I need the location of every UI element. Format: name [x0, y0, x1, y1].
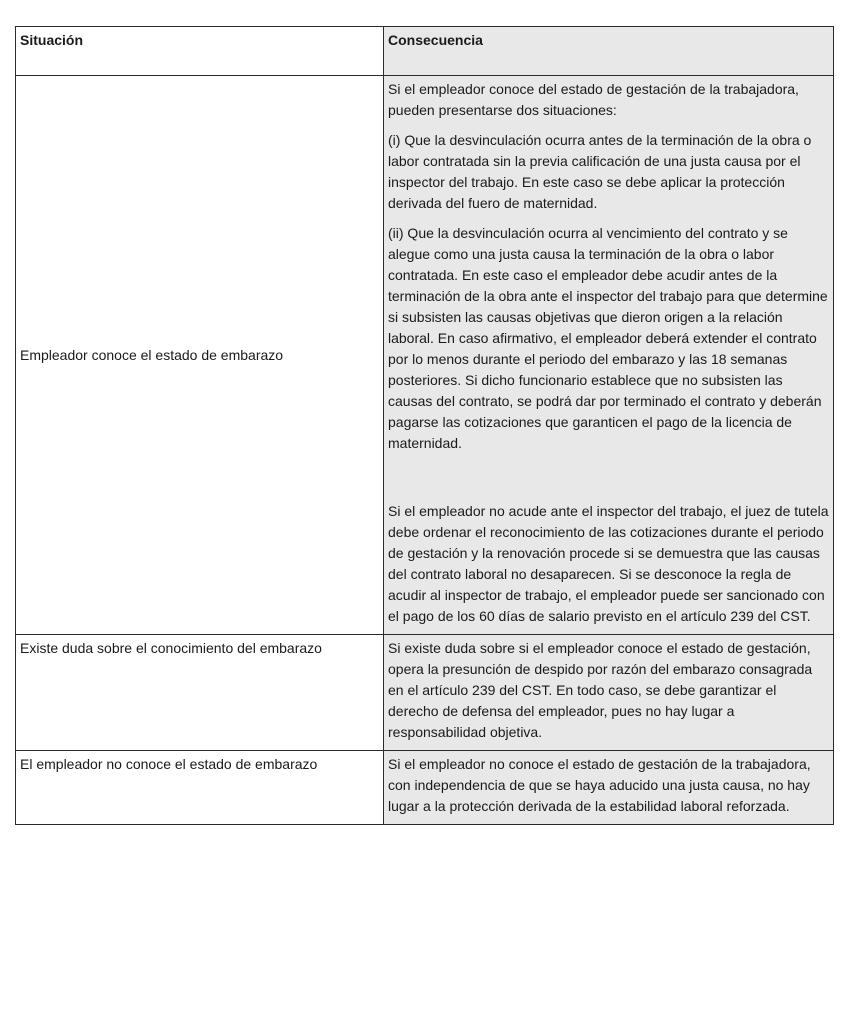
consequence-cell	[384, 635, 834, 751]
consequence-paragraph: (ii) Que la desvinculación ocurra al vencimiento del contrato y se alegue como una justa causa la terminación de la obra o labor contratada. En este caso el empleador debe acudir antes de la terminación de la obra ante el inspector del trabajo para que determine si subsisten las causas objetivas que dieron origen a la relación laboral. En caso afirmativo, el empleador deberá extender el contrato por lo menos durante el periodo del embarazo y las 18 semanas posteriores. Si dicho funcionario establece que no subsisten las causas del contrato, se podrá dar por terminado el contrato y deberán pagarse las cotizaciones que garanticen el pago de la licencia de maternidad.	[388, 225, 828, 451]
table-header-row	[16, 27, 834, 76]
table-row	[16, 76, 834, 635]
consequence-cell	[384, 76, 834, 635]
consequence-paragraph: (i) Que la desvinculación ocurra antes de la terminación de la obra o labor contratada sin la previa calificación de una justa causa por el inspector del trabajo. En este caso se debe aplicar la protección derivada del fuero de maternidad.	[388, 132, 812, 211]
table-row	[16, 635, 834, 751]
paragraph-spacer	[388, 463, 829, 501]
table-row	[16, 751, 834, 825]
header-consequence: Consecuencia	[384, 27, 834, 76]
document-table	[15, 26, 834, 825]
situation-cell: Existe duda sobre el conocimiento del embarazo	[16, 635, 384, 751]
situation-cell: Empleador conoce el estado de embarazo	[16, 76, 384, 635]
consequence-cell	[384, 751, 834, 825]
consequence-paragraph: Si existe duda sobre si el empleador conoce el estado de gestación, opera la presunción de despido por razón del embarazo consagrada en el artículo 239 del CST. En todo caso, se debe garantizar el derecho de defensa del empleador, pues no hay lugar a responsabilidad objetiva.	[388, 640, 813, 740]
header-situation: Situación	[16, 27, 384, 76]
consequence-paragraph: Si el empleador no acude ante el inspector del trabajo, el juez de tutela debe ordenar el reconocimiento de las cotizaciones durante el periodo de gestación y la renovación procede si se demuestra que las causas del contrato laboral no desaparecen. Si se desconoce la regla de acudir al inspector de trabajo, el empleador puede ser sancionado con el pago de los 60 días de salario previsto en el artículo 239 del CST.	[388, 503, 829, 624]
consequence-paragraph: Si el empleador no conoce el estado de gestación de la trabajadora, con independencia de que se haya aducido una justa causa, no hay lugar a la protección derivada de la estabilidad laboral reforzada.	[388, 756, 811, 814]
consequence-paragraph: Si el empleador conoce del estado de gestación de la trabajadora, pueden presentarse dos situaciones:	[388, 81, 799, 118]
situation-cell: El empleador no conoce el estado de embarazo	[16, 751, 384, 825]
